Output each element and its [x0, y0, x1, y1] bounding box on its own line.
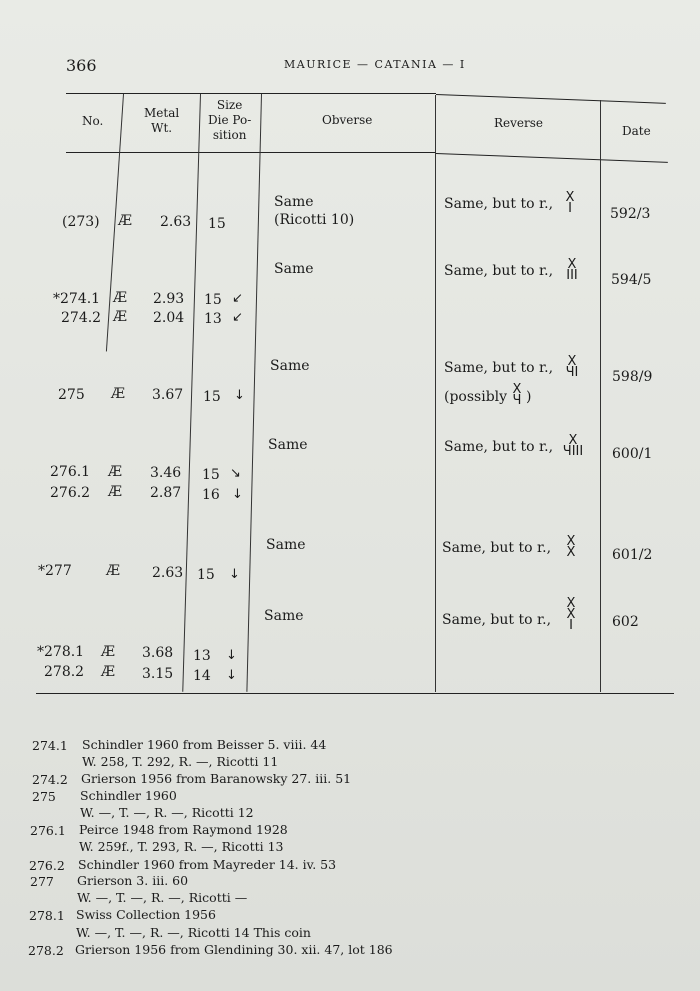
obverse-text: Same [266, 537, 306, 553]
weight: 2.63 [152, 565, 184, 581]
table-top-rule [66, 93, 436, 94]
size: 15 [197, 567, 215, 583]
header-size: Size [216, 98, 243, 112]
table-top-rule-right [436, 94, 666, 104]
mark-top: X [566, 596, 576, 611]
die-axis-arrow: ↓ [234, 388, 245, 403]
header-bottom-rule [66, 152, 436, 153]
date: 600/1 [612, 446, 653, 462]
cat-number: 276.2 [50, 485, 91, 501]
mark-top: X [567, 354, 577, 369]
header-bottom-rule-right [436, 153, 668, 163]
metal: Æ [106, 563, 121, 579]
provenance-line: Grierson 3. iii. 60 [77, 873, 189, 888]
mark-top: X [568, 433, 578, 448]
die-axis-arrow: ↙ [232, 310, 243, 325]
cat-number: *274.1 [53, 291, 101, 307]
header-weight: Wt. [151, 121, 173, 135]
metal: Æ [108, 484, 123, 500]
date: 601/2 [612, 547, 653, 563]
mark-top: X [565, 190, 575, 205]
date: 598/9 [612, 369, 653, 385]
provenance-number: 274.1 [32, 738, 68, 753]
obverse-text: Same [270, 358, 310, 374]
header-sition: sition [212, 128, 247, 142]
weight: 3.68 [142, 645, 174, 661]
provenance-line: Peirce 1948 from Raymond 1928 [79, 822, 288, 837]
reverse-alternative-close: ) [526, 389, 532, 405]
provenance-line: W. —, T. —, R. —, Ricotti 12 [80, 805, 254, 820]
size: 13 [193, 648, 211, 664]
metal: Æ [118, 213, 133, 229]
reverse-text: Same, but to r., [444, 439, 554, 455]
col-sep-4 [435, 95, 436, 692]
metal: Æ [101, 644, 116, 660]
col-sep-3 [246, 94, 262, 692]
provenance-line: W. —, T. —, R. —, Ricotti — [77, 890, 248, 905]
date: 594/5 [611, 272, 652, 288]
provenance-number: 276.1 [30, 823, 66, 838]
table-bottom-rule [36, 693, 674, 694]
metal: Æ [101, 664, 116, 680]
size: 15 [204, 292, 222, 308]
provenance-line: W. 258, T. 292, R. —, Ricotti 11 [82, 754, 279, 769]
reverse-text: Same, but to r., [444, 263, 554, 279]
weight: 2.93 [153, 291, 185, 307]
mark-middle: X [566, 607, 576, 622]
size: 16 [202, 487, 220, 503]
provenance-line: W. 259f., T. 293, R. —, Ricotti 13 [79, 839, 284, 854]
date: 602 [612, 614, 639, 630]
provenance-line: Schindler 1960 [80, 788, 177, 803]
mark-bottom: Ч [512, 393, 522, 408]
mark-top: X [566, 534, 576, 549]
col-sep-2 [182, 94, 201, 692]
size: 14 [193, 668, 211, 684]
weight: 3.67 [152, 387, 184, 403]
die-axis-arrow: ↓ [226, 668, 237, 683]
reverse-alternative-mark [509, 384, 525, 406]
mark-bottom: ЧIII [562, 444, 584, 459]
provenance-line: Grierson 1956 from Glendining 30. xii. 47, lot 186 [75, 942, 393, 957]
obverse-text: Same [264, 608, 304, 624]
provenance-number: 276.2 [29, 858, 65, 873]
header-date: Date [622, 124, 651, 138]
metal: Æ [113, 309, 128, 325]
provenance-number: 275 [32, 789, 56, 804]
reverse-text: Same, but to r., [442, 540, 552, 556]
die-axis-arrow: ↓ [226, 648, 237, 663]
mark-bottom: I [568, 201, 572, 216]
col-sep-5 [600, 100, 601, 692]
provenance-number: 278.1 [29, 908, 65, 923]
header-metal-weight [144, 106, 179, 136]
provenance-number: 274.2 [32, 772, 68, 787]
reverse-text: Same, but to r., [442, 612, 552, 628]
size: 15 [202, 467, 220, 483]
header-no: No. [82, 114, 104, 128]
reverse-officina-mark [560, 435, 586, 457]
cat-number: 276.1 [50, 464, 91, 480]
header-die-position: Die Po- [208, 113, 252, 127]
reverse-alternative: (possibly [444, 389, 508, 405]
provenance-number: 278.2 [28, 943, 64, 958]
cat-number: 278.2 [44, 664, 85, 680]
provenance-line: Grierson 1956 from Baranowsky 27. iii. 51 [81, 771, 352, 786]
provenance-line: Schindler 1960 from Mayreder 14. iv. 53 [78, 857, 337, 872]
header-obverse: Obverse [322, 113, 373, 127]
obverse-reference: (Ricotti 10) [274, 212, 355, 228]
metal: Æ [113, 290, 128, 306]
size: 15 [203, 389, 221, 405]
provenance-line: W. —, T. —, R. —, Ricotti 14 This coin [76, 925, 311, 940]
provenance-line: Swiss Collection 1956 [76, 907, 216, 922]
mark-top: X [512, 382, 522, 397]
cat-number: 274.2 [61, 310, 102, 326]
cat-number: (273) [62, 214, 100, 230]
weight: 3.46 [150, 465, 182, 481]
reverse-text: Same, but to r., [444, 360, 554, 376]
weight: 2.87 [150, 485, 182, 501]
metal: Æ [108, 464, 123, 480]
obverse-text: Same [274, 194, 314, 210]
reverse-officina-mark [563, 536, 579, 558]
header-metal: Metal [144, 106, 180, 120]
header-reverse: Reverse [494, 116, 544, 130]
page-number: 366 [66, 56, 97, 75]
reverse-officina-mark [561, 356, 583, 378]
reverse-text: Same, but to r., [444, 196, 554, 212]
metal: Æ [111, 386, 126, 402]
die-axis-arrow: ↙ [232, 291, 243, 306]
mark-top: X [567, 257, 577, 272]
weight: 2.63 [160, 214, 192, 230]
reverse-officina-mark [561, 259, 583, 281]
mark-bottom: ЧI [565, 365, 579, 380]
mark-bottom: I [569, 618, 573, 633]
weight: 2.04 [153, 310, 185, 326]
header-size-die-position [208, 98, 251, 143]
die-axis-arrow: ↓ [229, 567, 240, 582]
running-head: MAURICE — CATANIA — I [284, 58, 466, 71]
size: 15 [208, 216, 226, 232]
cat-number: *277 [38, 563, 72, 579]
mark-bottom: X [566, 545, 576, 560]
cat-number: *278.1 [37, 644, 85, 660]
provenance-line: Schindler 1960 from Beisser 5. viii. 44 [82, 737, 327, 752]
size: 13 [204, 311, 222, 327]
mark-bottom: III [566, 268, 578, 283]
obverse-text: Same [268, 437, 308, 453]
die-axis-arrow: ↘ [230, 466, 241, 481]
die-axis-arrow: ↓ [232, 487, 243, 502]
weight: 3.15 [142, 666, 174, 682]
reverse-officina-mark [563, 598, 579, 631]
date: 592/3 [610, 206, 651, 222]
provenance-number: 277 [30, 874, 54, 889]
reverse-officina-mark [562, 192, 578, 214]
cat-number: 275 [58, 387, 85, 403]
obverse-text: Same [274, 261, 314, 277]
